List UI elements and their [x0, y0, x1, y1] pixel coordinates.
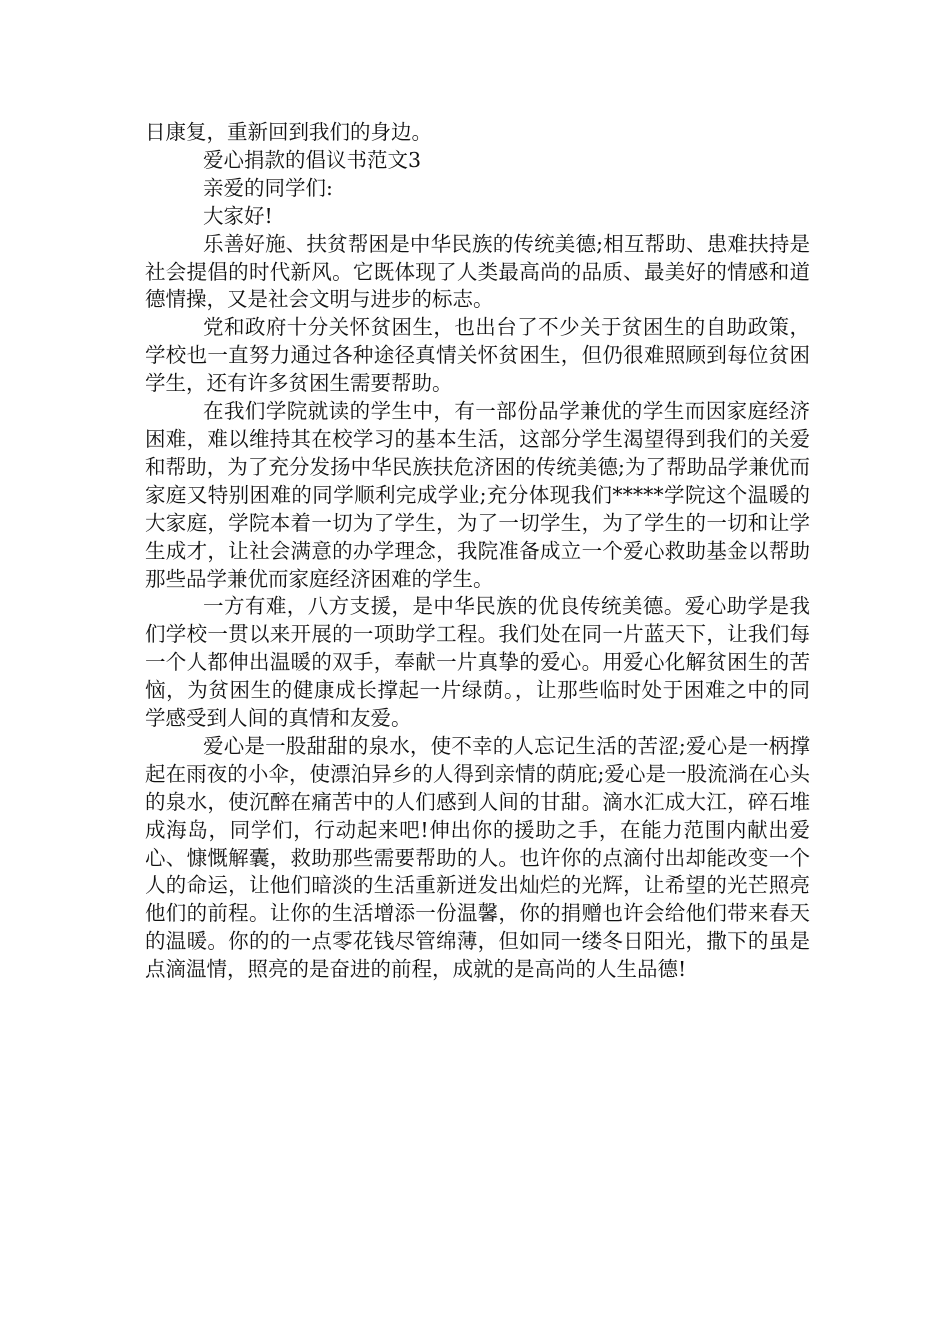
- paragraph-love: 爱心是一股甜甜的泉水，使不幸的人忘记生活的苦涩;爱心是一柄撑起在雨夜的小伞，使漂泊异乡的人得到亲情的荫庇;爱心是一股流淌在心头的泉水，使沉醉在痛苦中的人们感到人间的甘甜。滴水汇成大江，碎石堆成海岛，同学们，行动起来吧!伸出你的援助之手，在能力范围内献出爱心、慷慨解囊，救助那些需要帮助的人。也许你的点滴付出却能改变一个人的命运，让他们暗淡的生活重新迸发出灿烂的光辉，让希望的光芒照亮他们的前程。让你的生活增添一份温馨，你的捐赠也许会给他们带来春天的温暖。你的的一点零花钱尽管绵薄，但如同一缕冬日阳光，撒下的虽是点滴温情，照亮的是奋进的前程，成就的是高尚的人生品德!: [145, 733, 810, 982]
- paragraph-continuation: 日康复，重新回到我们的身边。: [145, 120, 432, 144]
- document-body: [145, 119, 810, 984]
- letter-heading: 爱心捐款的倡议书范文3: [203, 147, 422, 172]
- paragraph-support: 一方有难，八方支援，是中华民族的优良传统美德。爱心助学是我们学校一贯以来开展的一项助学工程。我们处在同一片蓝天下，让我们每一个人都伸出温暖的双手，奉献一片真挚的爱心。用爱心化解贫困生的苦恼，为贫困生的健康成长撑起一片绿荫。，让那些临时处于困难之中的同学感受到人间的真情和友爱。: [145, 594, 810, 731]
- paragraph-fund: 在我们学院就读的学生中，有一部份品学兼优的学生而因家庭经济困难，难以维持其在校学习的基本生活，这部分学生渴望得到我们的关爱和帮助，为了充分发扬中华民族扶危济困的传统美德;为了帮助品学兼优而家庭又特别困难的同学顺利完成学业;充分体现我们*****学院这个温暖的大家庭，学院本着一切为了学生，为了一切学生，为了学生的一切和让学生成才，让社会满意的办学理念，我院准备成立一个爱心救助基金以帮助那些品学兼优而家庭经济困难的学生。: [145, 399, 810, 591]
- salutation: 亲爱的同学们:: [203, 175, 333, 200]
- greeting: 大家好!: [203, 203, 273, 228]
- paragraph-policy: 党和政府十分关怀贫困生，也出台了不少关于贫困生的自助政策，学校也一直努力通过各种途径真情关怀贫困生，但仍很难照顾到每位贫困学生，还有许多贫困生需要帮助。: [145, 315, 810, 396]
- paragraph-tradition: 乐善好施、扶贫帮困是中华民族的传统美德;相互帮助、患难扶持是社会提倡的时代新风。它既体现了人类最高尚的品质、最美好的情感和道德情操，又是社会文明与进步的标志。: [145, 231, 810, 312]
